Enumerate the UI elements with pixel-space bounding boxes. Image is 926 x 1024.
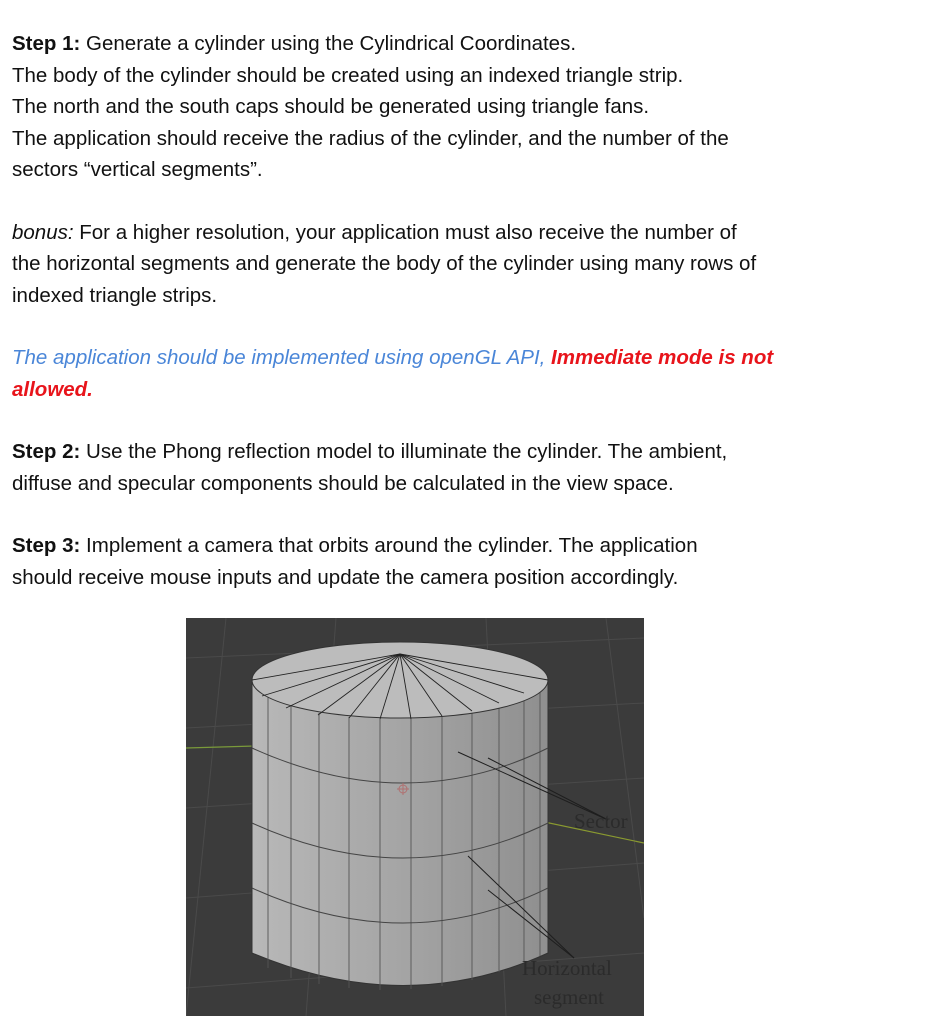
- document: [12, 28, 912, 593]
- cylinder-body: [252, 680, 548, 986]
- step1-line2: The body of the cylinder should be created using an indexed triangle strip.: [12, 63, 684, 87]
- note-blue: The application should be implemented using openGL API,: [12, 346, 552, 369]
- step1-line5: sectors “vertical segments”.: [12, 158, 263, 181]
- note-line2: allowed.: [12, 377, 93, 401]
- cylinder-render: [186, 618, 644, 1016]
- step3-line2: should receive mouse inputs and update the camera position accordingly.: [12, 565, 679, 589]
- bonus-line1: bonus: For a higher resolution, your application must also receive the number of: [12, 220, 737, 244]
- sector-label: Sector: [574, 809, 628, 833]
- step3-line1: Step 3: Implement a camera that orbits around the cylinder. The application: [12, 534, 698, 557]
- bonus-line2: the horizontal segments and generate the body of the cylinder using many rows of: [12, 252, 757, 275]
- step2-label: Step 2:: [12, 440, 81, 463]
- step1-line4: The application should receive the radius of the cylinder, and the number of the: [12, 126, 729, 150]
- step1-label: Step 1:: [12, 32, 81, 55]
- horizontal-label-1: Horizontal: [522, 956, 612, 980]
- bonus-label: bonus:: [12, 220, 74, 244]
- horizontal-label-2: segment: [534, 985, 604, 1009]
- step2-line2: diffuse and specular components should be calculated in the view space.: [12, 471, 674, 495]
- cylinder-figure: [186, 618, 644, 1016]
- bonus-line3: indexed triangle strips.: [12, 283, 218, 307]
- cylinder-cap: [252, 642, 548, 718]
- step1-line1: Step 1: Generate a cylinder using the Cylindrical Coordinates.: [12, 32, 577, 55]
- step3-label: Step 3:: [12, 534, 81, 557]
- step1-line3: The north and the south caps should be generated using triangle fans.: [12, 95, 650, 118]
- note-red: Immediate mode is not: [551, 346, 774, 369]
- note-line1: [12, 342, 912, 374]
- step2-line1: Step 2: Use the Phong reflection model to illuminate the cylinder. The ambient,: [12, 440, 728, 463]
